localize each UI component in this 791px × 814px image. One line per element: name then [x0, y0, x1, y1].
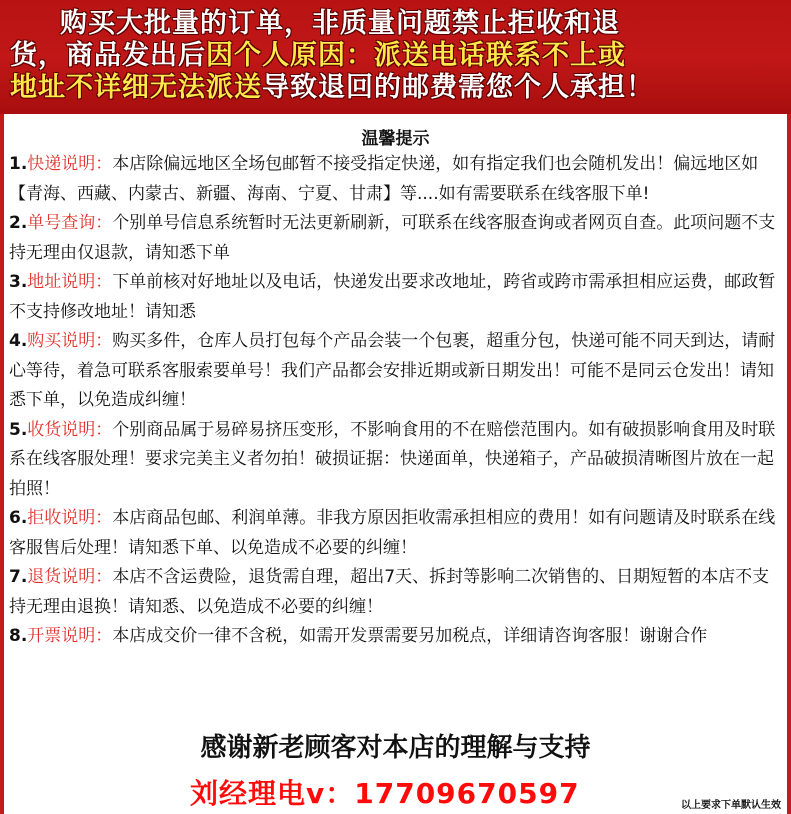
item-text: 本店除偏远地区全场包邮暂不接受指定快递，如有指定我们也会随机发出！偏远地区如【青海、西藏、内蒙古、新疆、海南、宁夏、甘肃】等....如有需要联系在线客服下单!: [9, 154, 759, 204]
banner-line-2-highlight: 因个人原因：派送电话联系不上或: [206, 40, 626, 71]
banner-line-2: [10, 40, 785, 72]
item-heading: 开票说明：: [27, 626, 113, 646]
notice-item-returns: [9, 563, 785, 622]
item-heading: 收货说明：: [27, 419, 113, 440]
notice-item-address: [9, 268, 785, 327]
notice-item-refusal: [9, 504, 785, 563]
item-heading: 地址说明：: [27, 272, 113, 292]
notice-item-invoice: [9, 622, 785, 652]
item-number: 2.: [9, 213, 28, 233]
notice-list: [9, 150, 785, 652]
item-number: 8.: [9, 626, 28, 646]
notice-title: 温馨提示: [361, 129, 430, 149]
item-heading: 退货说明：: [27, 567, 113, 587]
item-text: 本店不含运费险，退货需自理，超出7天、拆封等影响二次销售的、日期短暂的本店不支持无理由退换！请知悉、以免造成不必要的纠缠！: [9, 567, 770, 617]
item-text: 下单前核对好地址以及电话，快递发出要求改地址，跨省或跨市需承担相应运费，邮政暂不支持修改地址！请知悉: [9, 272, 776, 322]
item-text: 个别单号信息系统暂时无法更新刷新，可联系在线客服查询或者网页自查。此项问题不支持无理由仅退款，请知悉下单: [9, 213, 776, 263]
banner-line-1: 购买大批量的订单，非质量问题禁止拒收和退: [60, 8, 620, 39]
thanks-message: 感谢新老顾客对本店的理解与支持: [200, 733, 591, 763]
banner-line-3: [10, 72, 785, 104]
warning-banner: [0, 0, 791, 114]
item-text: 购买多件，仓库人员打包每个产品会装一个包裹，超重分包，快递可能不同天到达，请耐心等待，着急可联系客服索要单号！我们产品都会安排近期或新日期发出！可能不是同云仓发出！请知悉下单，以免造成纠缠！: [9, 331, 776, 410]
item-heading: 拒收说明：: [27, 508, 113, 528]
notice-item-tracking: [9, 209, 785, 268]
footnote: 以上要求下单默认生效: [681, 800, 781, 811]
banner-line-3-highlight: 地址不详细无法派送: [10, 72, 262, 103]
banner-line-3-end: 导致退回的邮费需您个人承担！: [262, 72, 654, 103]
item-text: 本店商品包邮、利润单薄。非我方原因拒收需承担相应的费用！如有问题请及时联系在线客服售后处理！请知悉下单、以免造成不必要的纠缠！: [9, 508, 776, 558]
item-number: 6.: [9, 508, 28, 528]
item-text: 个别商品属于易碎易挤压变形，不影响食用的不在赔偿范围内。如有破损影响食用及时联系在线客服处理！要求完美主义者勿拍！破损证据：快递面单，快递箱子，产品破损清晰图片放在一起拍照！: [9, 419, 776, 499]
item-number: 7.: [9, 567, 28, 587]
notice-item-receiving: [9, 416, 785, 505]
item-heading: 单号查询：: [27, 213, 113, 233]
item-number: 1.: [9, 154, 28, 174]
item-heading: 购买说明：: [27, 331, 113, 351]
notice-item-shipping: [9, 150, 785, 209]
notice-item-purchase: [9, 327, 785, 416]
item-number: 5.: [9, 419, 28, 440]
banner-line-2-start: 货，商品发出后: [10, 40, 206, 71]
item-number: 4.: [9, 331, 28, 351]
item-number: 3.: [9, 272, 28, 292]
item-text: 本店成交价一律不含税，如需开发票需要另加税点，详细请咨询客服！谢谢合作: [112, 626, 708, 646]
manager-contact: 刘经理电v：17709670597: [190, 777, 580, 810]
item-heading: 快递说明：: [27, 154, 113, 174]
